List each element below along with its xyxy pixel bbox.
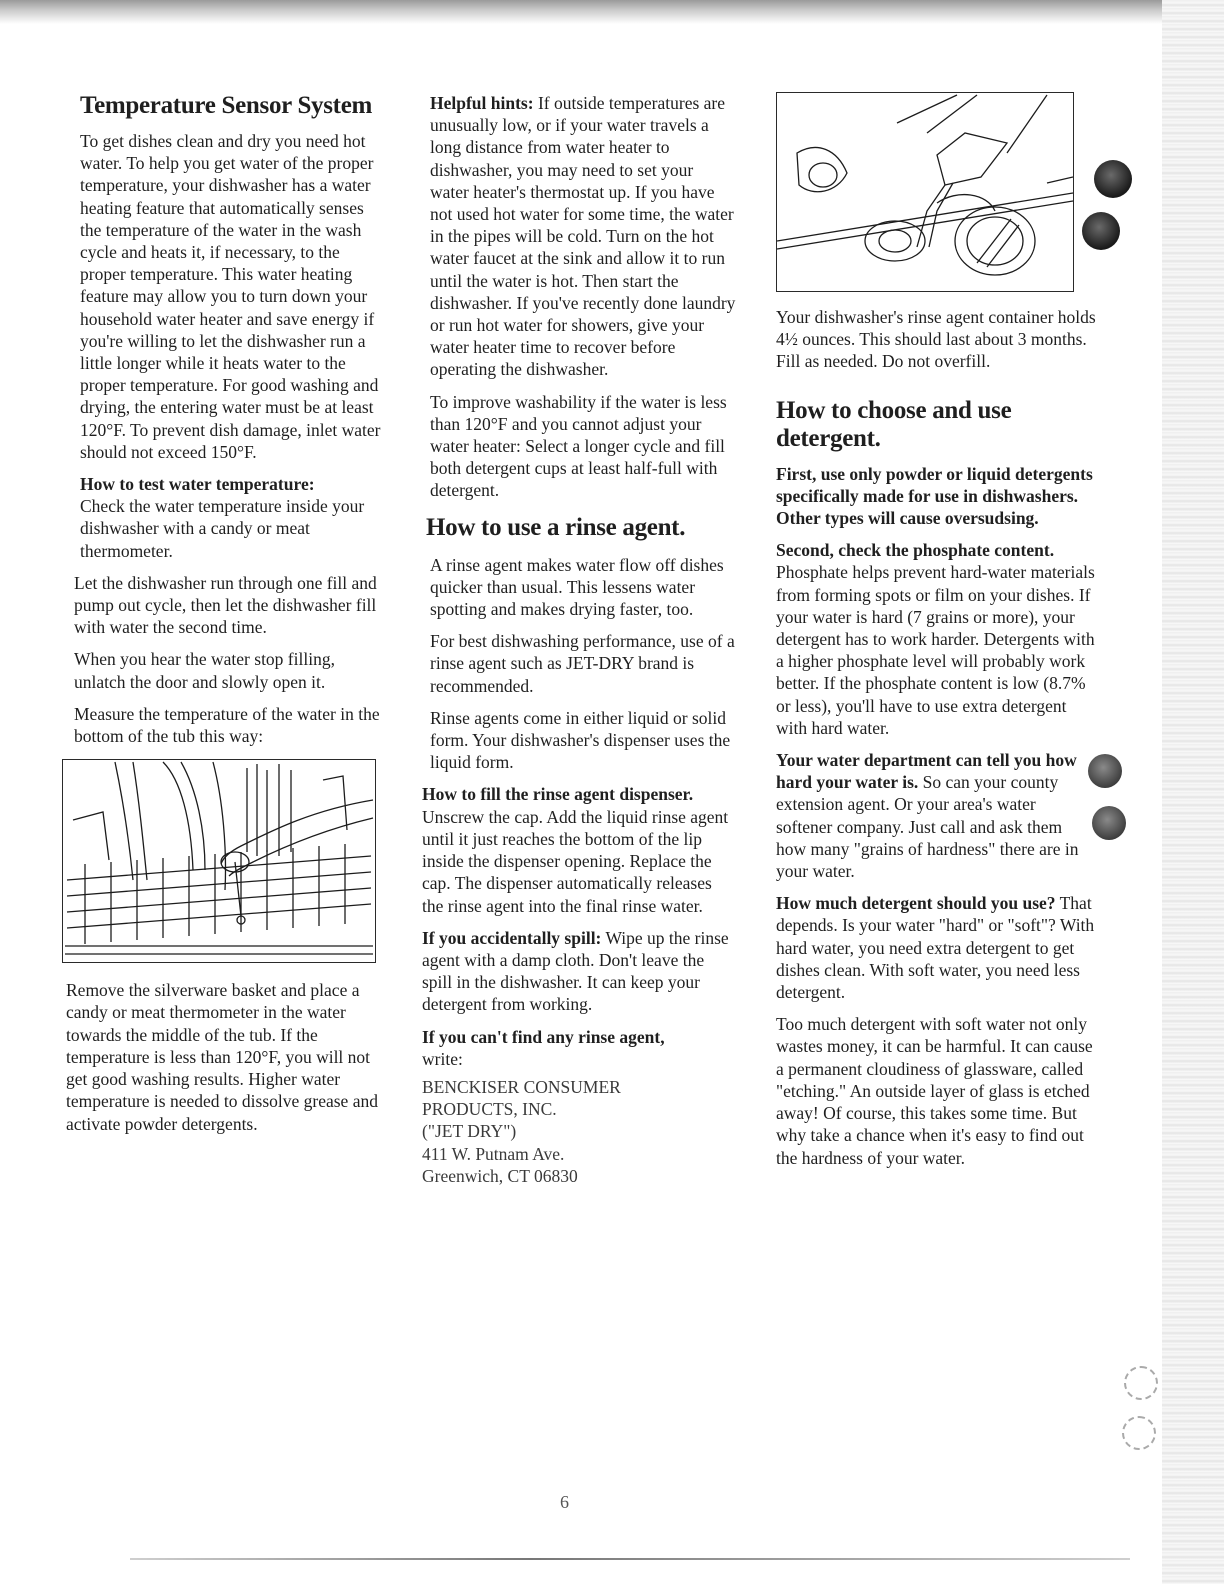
mailing-address	[418, 1076, 736, 1187]
paragraph: Let the dishwasher run through one fill and pump out cycle, then let the dishwasher fill with water the second time.	[74, 572, 377, 638]
subhead: Helpful hints:	[430, 93, 534, 113]
column-left	[62, 92, 382, 1145]
paragraph	[418, 927, 736, 1016]
address-line: BENCKISER CONSUMER	[422, 1076, 621, 1097]
paragraph: To get dishes clean and dry you need hot water. To help you get water of the proper temperature, your dishwasher has a water heating feature that automatically senses the temperature of the water in the wash cycle and heats it, if necessary, to the proper temperature. This water heating feature may allow you to turn down your household water heater and save energy if you're willing to let the dishwasher run a little longer while it heats water to the proper temperature. For good washing and drying, the entering water must be at least 120°F. To prevent dish damage, inlet water should not exceed 150°F.	[80, 131, 381, 462]
paragraph: To improve washability if the water is less than 120°F and you cannot adjust your water heater: Select a longer cycle and fill both detergent cups at least half-full with detergent.	[430, 391, 727, 501]
paragraph: Too much detergent with soft water not only wastes money, it can be harmful. It can cause a permanent cloudiness of glassware, called "etching." An outside layer of glass is etched away! Of course, this takes some time. But why take a chance when it's easy to find out the hardness of your water.	[776, 1014, 1093, 1168]
paragraph-text: Unscrew the cap. Add the liquid rinse agent until it just reaches the bottom of the lip inside the dispenser opening. Replace the cap. The dispenser automatically releases the rinse agent into the final rinse water.	[422, 806, 729, 916]
paragraph-text: Phosphate helps prevent hard-water materials from forming spots or film on your dishes. If your water is hard (7 grains or more), your detergent has to work harder. Detergents with a higher phosphate level will probably work better. If the phosphate content is low (8.7% or less), you'll have to use extra detergent with hard water.	[776, 562, 1095, 738]
subhead: Your water department can tell you how hard your water is.	[776, 750, 1077, 793]
paragraph: Your dishwasher's rinse agent container holds 4½ ounces. This should last about 3 months. Fill as needed. Do not overfill.	[776, 307, 1096, 372]
scan-right-edge	[1162, 0, 1224, 1584]
paragraph	[418, 92, 736, 381]
subhead: Second, check the phosphate content.	[776, 540, 1055, 561]
paragraph: A rinse agent makes water flow off dishes quicker than usual. This lessens water spotting and makes drying faster, too.	[430, 554, 724, 620]
paragraph-text: That depends. Is your water "hard" or "soft"? With hard water, you need extra detergent to get dishes clean. With soft water, you need less detergent.	[776, 893, 1095, 1003]
scan-bottom-edge	[130, 1558, 1130, 1560]
paragraph	[62, 473, 382, 562]
paragraph	[418, 783, 736, 916]
scan-top-edge	[0, 0, 1224, 24]
paragraph-text: Wipe up the rinse agent with a damp cloth. Don't leave the spill in the dishwasher. It can keep your detergent from working.	[422, 927, 729, 1015]
section-title: Temperature Sensor System	[80, 92, 373, 119]
section-title: How to choose and use detergent.	[776, 396, 1012, 452]
binder-hole	[1122, 1416, 1156, 1450]
subhead: How to test water temperature:	[80, 474, 315, 495]
column-middle	[418, 92, 736, 1187]
address-line: 411 W. Putnam Ave.	[422, 1143, 565, 1164]
paragraph	[418, 1026, 736, 1070]
paragraph: Remove the silverware basket and place a candy or meat thermometer in the water towards the middle of the tub. If the temperature is less than 120°F, you will not get good washing results. Higher water temperature is needed to dissolve grease and activate powder detergents.	[66, 980, 378, 1134]
paragraph: For best dishwashing performance, use of a rinse agent such as JET-DRY brand is recommended.	[430, 631, 735, 696]
paragraph-text: So can your county extension agent. Or your area's water softener company. Just call and ask them how many "grains of hardness" there are in your water.	[776, 772, 1079, 882]
paragraph: When you hear the water stop filling, unlatch the door and slowly open it.	[74, 649, 335, 692]
subhead: If you accidentally spill:	[422, 927, 602, 948]
rinse-dispenser-illustration	[776, 92, 1074, 292]
paragraph	[776, 539, 1096, 739]
paragraph	[776, 892, 1096, 1003]
paragraph: Measure the temperature of the water in the bottom of the tub this way:	[74, 703, 380, 747]
paragraph-text: write:	[422, 1048, 463, 1069]
paragraph: Rinse agents come in either liquid or solid form. Your dishwasher's dispenser uses the liquid form.	[430, 707, 731, 773]
paragraph-text: Check the water temperature inside your dishwasher with a candy or meat thermometer.	[80, 496, 365, 561]
column-right	[776, 92, 1096, 1179]
address-line: Greenwich, CT 06830	[422, 1165, 578, 1186]
binder-hole	[1124, 1366, 1158, 1400]
section-title: How to use a rinse agent.	[426, 513, 686, 541]
paragraph-text: If outside temperatures are unusually low, or if your water travels a long distance from water heater to dishwasher, you may need to set your water heater's thermostat up. If you have not used hot water for some time, the water in the pipes will be cold. Turn on the hot water faucet at the sink and allow it to run until the water is hot. Then start the dishwasher. If you've recently done laundry or run hot water for showers, give your water heater time to recover before operating the dishwasher.	[430, 93, 736, 380]
address-line: PRODUCTS, INC.	[422, 1099, 557, 1120]
paragraph	[776, 749, 1096, 882]
thermometer-illustration	[62, 759, 376, 963]
subhead: How much detergent should you use?	[776, 893, 1056, 914]
binder-hole	[1092, 806, 1126, 840]
binder-hole	[1094, 160, 1132, 198]
subhead: How to fill the rinse agent dispenser.	[422, 784, 694, 805]
subhead: If you can't find any rinse agent,	[422, 1026, 665, 1047]
paragraph: First, use only powder or liquid detergents specifically made for use in dishwashers. Other types will cause oversudsing.	[776, 463, 1093, 529]
page-number: 6	[560, 1492, 569, 1512]
address-line: ("JET DRY")	[422, 1121, 517, 1142]
